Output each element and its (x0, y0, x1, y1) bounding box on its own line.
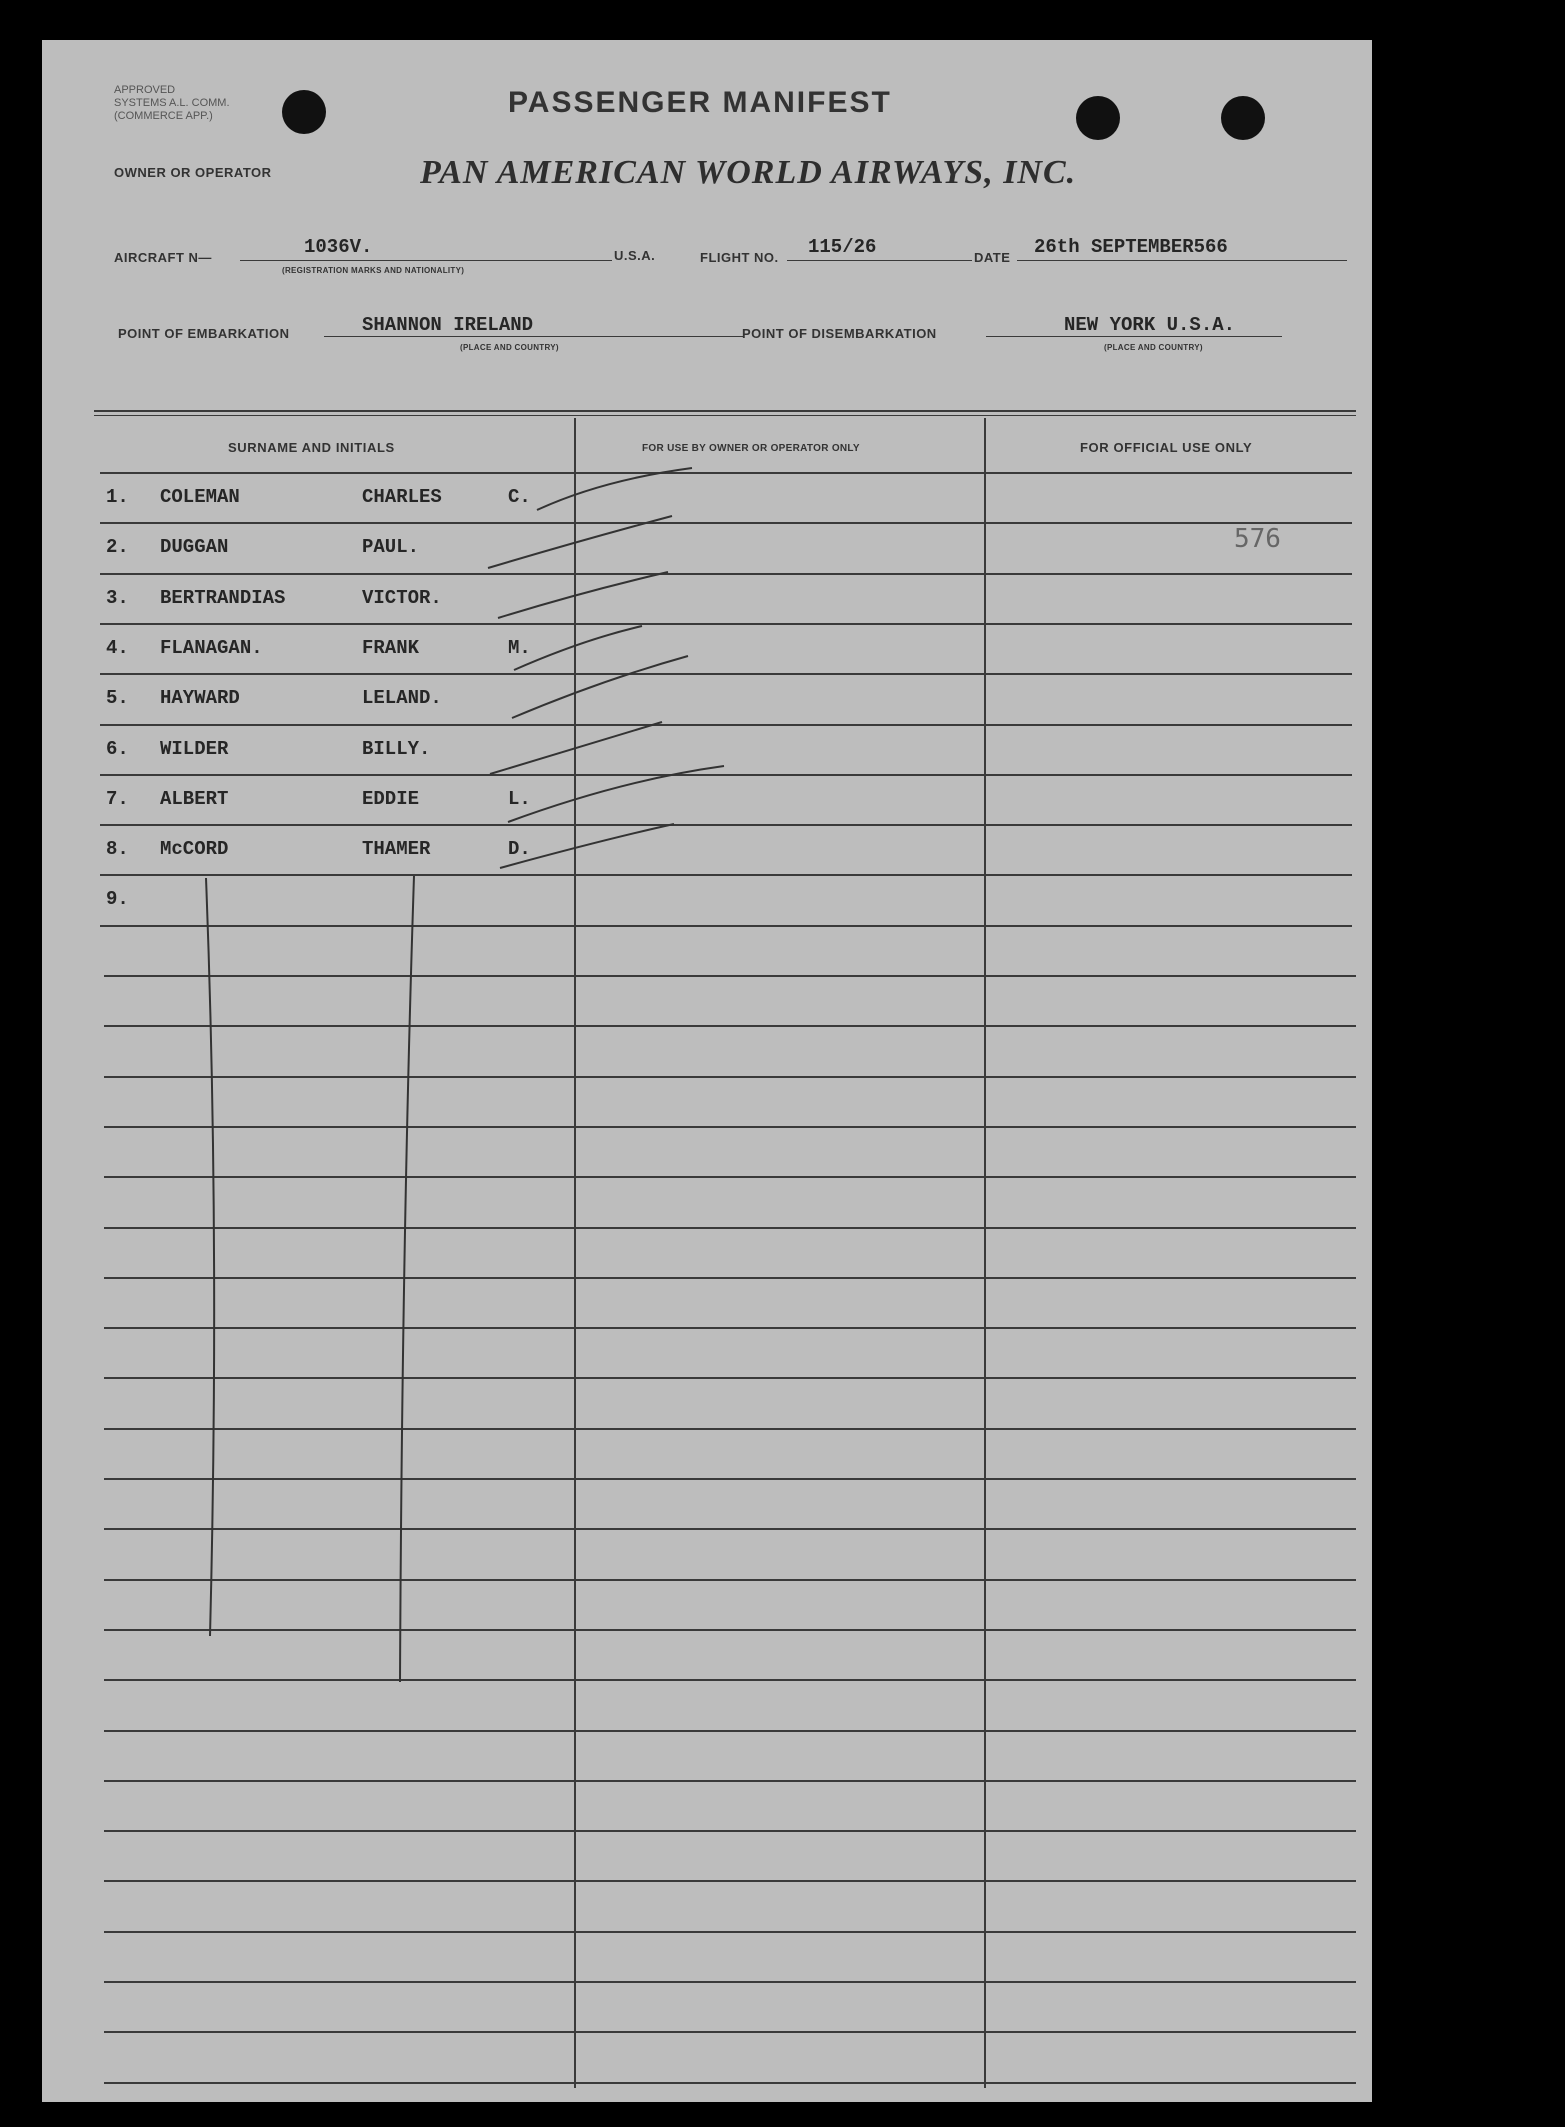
row-number: 9. (106, 888, 129, 910)
embarkation-value: SHANNON IRELAND (362, 314, 534, 336)
passenger-surname: ALBERT (160, 788, 229, 810)
usa-label: U.S.A. (614, 248, 656, 263)
handwritten-stroke (500, 824, 674, 868)
embarkation-label: POINT OF EMBARKATION (118, 326, 290, 341)
date-label: DATE (974, 250, 1011, 265)
flight-label: FLIGHT NO. (700, 250, 779, 265)
row-number: 7. (106, 788, 129, 810)
passenger-given-name: EDDIE (362, 788, 420, 810)
passenger-given-name: PAUL. (362, 536, 420, 558)
passenger-surname: WILDER (160, 738, 229, 760)
surname-column-header: SURNAME AND INITIALS (228, 440, 395, 455)
row-number: 4. (106, 637, 129, 659)
passenger-initial: C. (508, 486, 531, 508)
passenger-initial: D. (508, 838, 531, 860)
embarkation-note: (PLACE AND COUNTRY) (460, 343, 559, 352)
passenger-surname: COLEMAN (160, 486, 240, 508)
disembarkation-label: POINT OF DISEMBARKATION (742, 326, 937, 341)
official-use-column-header: FOR OFFICIAL USE ONLY (1080, 440, 1253, 455)
row-number: 8. (106, 838, 129, 860)
passenger-surname: HAYWARD (160, 687, 240, 709)
official-use-number: 576 (1234, 524, 1281, 554)
flight-value: 115/26 (808, 236, 877, 258)
disembarkation-value: NEW YORK U.S.A. (1064, 314, 1236, 336)
passenger-surname: BERTRANDIAS (160, 587, 286, 609)
passenger-given-name: BILLY. (362, 738, 431, 760)
row-number: 3. (106, 587, 129, 609)
owner-use-column-header: FOR USE BY OWNER OR OPERATOR ONLY (642, 443, 860, 454)
passenger-given-name: FRANK (362, 637, 420, 659)
disembarkation-note: (PLACE AND COUNTRY) (1104, 343, 1203, 352)
passenger-initial: M. (508, 637, 531, 659)
row-number: 5. (106, 687, 129, 709)
row-number: 2. (106, 536, 129, 558)
airline-name: PAN AMERICAN WORLD AIRWAYS, INC. (420, 154, 1077, 191)
passenger-given-name: THAMER (362, 838, 431, 860)
handwritten-stroke (514, 626, 642, 670)
passenger-initial: L. (508, 788, 531, 810)
handwritten-stroke (512, 656, 688, 718)
handwritten-stroke (508, 766, 724, 822)
page-title: PASSENGER MANIFEST (508, 86, 892, 119)
owner-label: OWNER OR OPERATOR (114, 165, 272, 180)
passenger-given-name: VICTOR. (362, 587, 442, 609)
handwritten-stroke (488, 516, 672, 568)
aircraft-label: AIRCRAFT N— (114, 250, 212, 265)
handwritten-checkmarks (42, 40, 1372, 2102)
handwritten-stroke (400, 876, 414, 1682)
date-value: 26th SEPTEMBER566 (1034, 236, 1228, 258)
passenger-surname: McCORD (160, 838, 229, 860)
manifest-sheet (42, 40, 1372, 2102)
stamp-line: SYSTEMS A.L. COMM. (114, 97, 230, 109)
handwritten-stroke (498, 572, 668, 618)
row-number: 6. (106, 738, 129, 760)
stamp-line: (COMMERCE APP.) (114, 110, 213, 122)
stamp-line: APPROVED (114, 84, 176, 96)
passenger-surname: DUGGAN (160, 536, 229, 558)
passenger-given-name: LELAND. (362, 687, 442, 709)
registration-note: (REGISTRATION MARKS AND NATIONALITY) (282, 266, 465, 275)
handwritten-stroke (490, 722, 662, 774)
passenger-surname: FLANAGAN. (160, 637, 263, 659)
passenger-given-name: CHARLES (362, 486, 442, 508)
handwritten-stroke (537, 468, 692, 510)
aircraft-value: 1036V. (304, 236, 373, 258)
handwritten-stroke (206, 878, 214, 1636)
row-number: 1. (106, 486, 129, 508)
